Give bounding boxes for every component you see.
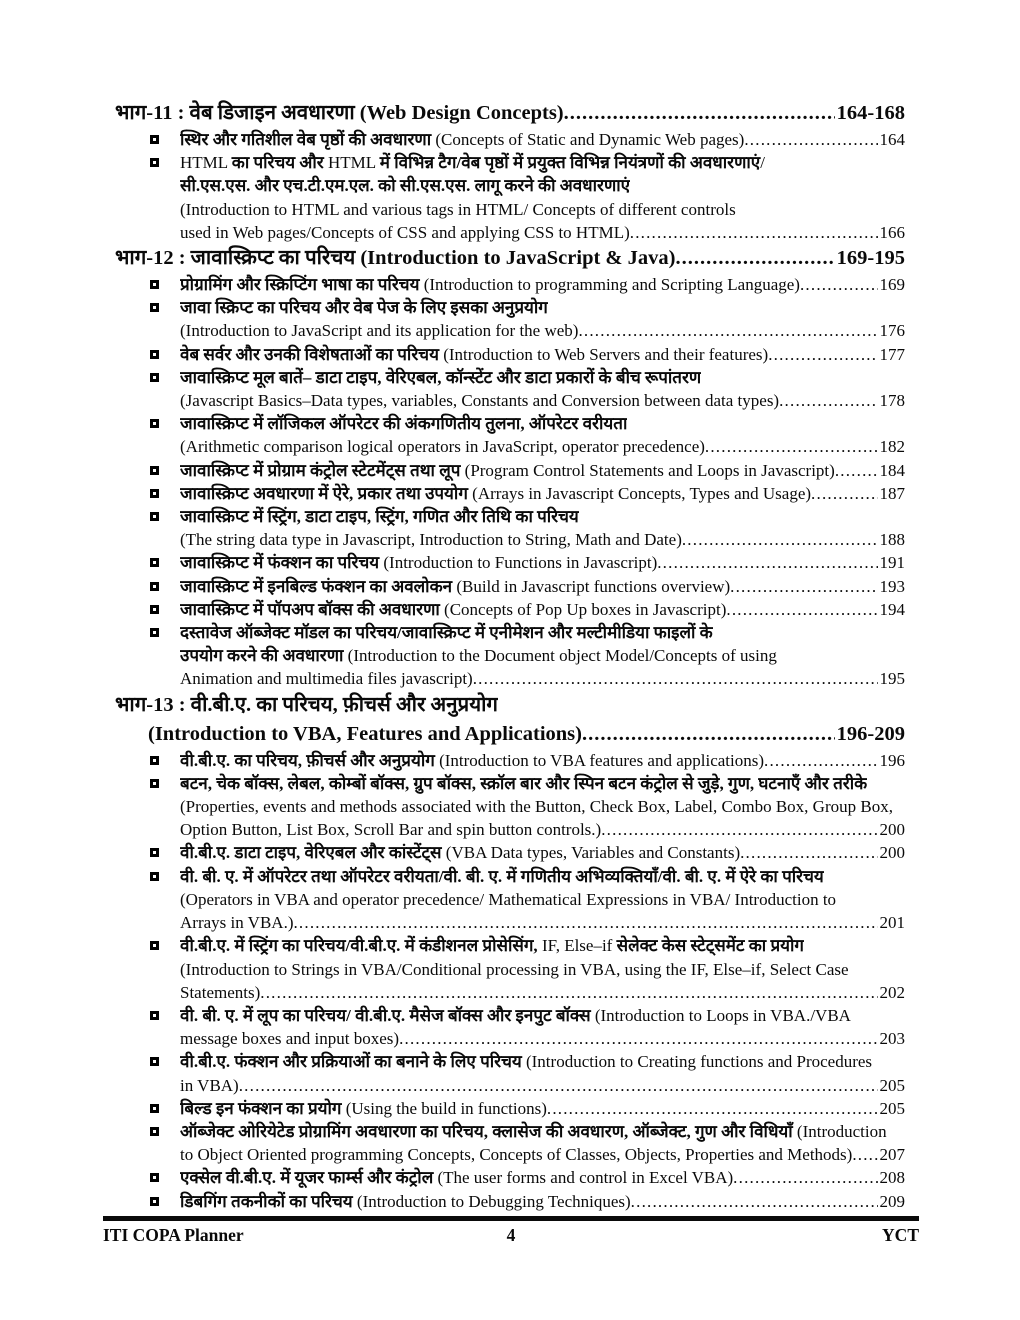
toc-item (115, 1050, 905, 1073)
square-bullet-icon (150, 489, 159, 498)
toc-item (115, 1097, 905, 1120)
page-number: 176 (879, 321, 905, 341)
page-number: 164 (879, 130, 905, 149)
page-number: 201 (879, 913, 905, 933)
square-bullet-icon (150, 280, 159, 289)
square-bullet-icon (150, 872, 159, 881)
dot-leader (582, 720, 835, 749)
square-bullet-icon (150, 135, 159, 144)
dot-leader (768, 343, 877, 366)
dot-leader (811, 482, 877, 505)
square-bullet-icon (150, 605, 159, 614)
entry-text: (Introduction to HTML and various tags in HTML/ Concepts of different controls (180, 199, 736, 219)
page-number: 196-209 (836, 722, 905, 745)
entry-text: स्थिर और गतिशील वेब पृष्ठों की अवधारणा (Concepts of Static and Dynamic Web pages) (180, 130, 745, 149)
entry-text: (Properties, events and methods associated with the Button, Check Box, Label, Combo Box, Group Box, (180, 797, 893, 817)
toc-item (115, 412, 905, 435)
entry-text: वी.बी.ए. फंक्शन और प्रक्रियाओं का बनाने के लिए परिचय (Introduction to Creating functions and Procedures (180, 1052, 873, 1072)
toc-item-continuation (115, 435, 905, 458)
dot-leader (260, 981, 877, 1004)
dot-leader (800, 273, 878, 296)
dot-leader (835, 459, 878, 482)
entry-text: to Object Oriented programming Concepts, Concepts of Classes, Objects, Properties and Methods) (180, 1145, 853, 1165)
page-number: 177 (879, 344, 905, 364)
page-number: 187 (879, 483, 905, 503)
footer-rule (103, 1216, 919, 1221)
square-bullet-icon (150, 1104, 159, 1113)
page-number: 200 (879, 843, 905, 863)
entry-text: जावास्क्रिप्ट में लॉजिकल ऑपरेटर की अंकगणितीय तुलना, ऑपरेटर वरीयता (180, 414, 628, 434)
square-bullet-icon (150, 419, 159, 428)
square-bullet-icon (150, 1011, 159, 1020)
entry-text: सी.एस.एस. और एच.टी.एम.एल. को सी.एस.एस. लागू करने की अवधारणाएं (180, 176, 631, 196)
entry-text: (Introduction to JavaScript and its application for the web) (180, 321, 579, 341)
square-bullet-icon (150, 941, 159, 950)
toc-item (115, 366, 905, 389)
toc-item-continuation (115, 319, 905, 342)
toc-item (115, 865, 905, 888)
square-bullet-icon (150, 1173, 159, 1182)
dot-leader (578, 319, 877, 342)
toc-item-continuation (115, 198, 905, 221)
entry-text: Option Button, List Box, Scroll Bar and spin button controls.) (180, 820, 602, 840)
page-number: 203 (879, 1029, 905, 1049)
entry-text: वी.बी.ए. डाटा टाइप, वेरिएबल और कांस्टेंट्स (VBA Data types, Variables and Constants) (180, 843, 741, 863)
page-number: 191 (879, 553, 905, 573)
entry-text: in VBA) (180, 1075, 239, 1095)
square-bullet-icon (150, 628, 159, 637)
dot-leader (657, 551, 877, 574)
entry-text: वी.बी.ए. का परिचय, फ़ीचर्स और अनुप्रयोग (Introduction to VBA features and applications) (180, 750, 765, 770)
square-bullet-icon (150, 350, 159, 359)
footer-page-number: 4 (506, 1225, 516, 1245)
square-bullet-icon (150, 779, 159, 788)
dot-leader (601, 818, 877, 841)
page-number: 184 (879, 460, 905, 480)
dot-leader (779, 389, 877, 412)
entry-text: (Arithmetic comparison logical operators in JavaScript, operator precedence) (180, 437, 705, 457)
entry-text: भाग-13 : वी.बी.ए. का परिचय, फ़ीचर्स और अनुप्रयोग (115, 693, 498, 716)
page-number: 209 (879, 1191, 905, 1211)
entry-text: message boxes and input boxes) (180, 1029, 400, 1049)
toc-item (115, 1190, 905, 1213)
dot-leader (399, 1027, 877, 1050)
square-bullet-icon (150, 558, 159, 567)
entry-text: (The string data type in Javascript, Introduction to String, Math and Date) (180, 530, 682, 550)
toc-item-continuation (115, 818, 905, 841)
entry-text: भाग-12 : जावास्क्रिप्ट का परिचय (Introduction to JavaScript & Java) (115, 247, 676, 270)
square-bullet-icon (150, 373, 159, 382)
dot-leader (239, 1074, 878, 1097)
page-number: 194 (879, 599, 905, 619)
toc-item (115, 749, 905, 772)
entry-text: उपयोग करने की अवधारणा (Introduction to the Document object Model/Concepts of using (180, 646, 777, 666)
entry-text: बटन, चेक बॉक्स, लेबल, कोम्बों बॉक्स, ग्रुप बॉक्स, स्क्रॉल बार और स्पिन बटन कंट्रोल से जुड़े, गुण, घटनाएँ और तरीके (180, 773, 868, 793)
square-bullet-icon (150, 1197, 159, 1206)
toc-item (115, 1120, 905, 1143)
page-number: 164-168 (836, 102, 905, 124)
page-number: 178 (879, 391, 905, 411)
dot-leader (726, 598, 877, 621)
entry-text: Animation and multimedia files javascript) (180, 669, 473, 689)
dot-leader (740, 841, 877, 864)
entry-text: डिबगिंग तकनीकों का परिचय (Introduction to Debugging Techniques) (180, 1191, 631, 1211)
toc-item-continuation (115, 667, 905, 690)
toc-item-continuation (115, 911, 905, 934)
toc-item (115, 598, 905, 621)
dot-leader (730, 575, 877, 598)
square-bullet-icon (150, 158, 159, 167)
toc-item-continuation (115, 795, 905, 818)
page-number: 195 (879, 669, 905, 689)
dot-leader (764, 749, 877, 772)
entry-text: जावास्क्रिप्ट में इनबिल्ड फंक्शन का अवलोकन (Build in Javascript functions overview) (180, 576, 731, 596)
toc-item (115, 934, 905, 957)
entry-text: Arrays in VBA.) (180, 913, 294, 933)
dot-leader (630, 221, 878, 244)
toc-item-continuation (115, 888, 905, 911)
page-number: 207 (879, 1145, 905, 1165)
chapter-heading (115, 244, 905, 273)
page-number: 208 (879, 1168, 905, 1188)
square-bullet-icon (150, 512, 159, 521)
toc-item (115, 772, 905, 795)
entry-text: (Javascript Basics–Data types, variables, Constants and Conversion between data types) (180, 391, 780, 411)
entry-text: वी. बी. ए. में ऑपरेटर तथा ऑपरेटर वरीयता/वी. बी. ए. में गणितीय अभिव्यक्तियाँ/वी. बी. ए. में ऐरे का परिचय (180, 866, 824, 886)
toc-item (115, 459, 905, 482)
page-number: 193 (879, 576, 905, 596)
entry-text: Statements) (180, 982, 261, 1002)
dot-leader (631, 1190, 878, 1213)
page-number: 202 (879, 982, 905, 1002)
square-bullet-icon (150, 1127, 159, 1136)
page-number: 205 (879, 1075, 905, 1095)
toc-item (115, 482, 905, 505)
footer (103, 1225, 919, 1246)
toc-item (115, 273, 905, 296)
toc-item (115, 505, 905, 528)
entry-text: (Introduction to VBA, Features and Applications) (148, 722, 582, 745)
entry-text: वी.बी.ए. में स्ट्रिंग का परिचय/वी.बी.ए. में कंडीशनल प्रोसेसिंग, IF, Else–if सेलेक्ट केस स्टेट्समेंट का प्रयोग (180, 936, 804, 956)
toc-item (115, 343, 905, 366)
square-bullet-icon (150, 303, 159, 312)
toc-item-continuation (115, 528, 905, 551)
entry-text: प्रोग्रामिंग और स्क्रिप्टिंग भाषा का परिचय (Introduction to programming and Scripting Language) (180, 275, 800, 295)
entry-text: जावास्क्रिप्ट में स्ट्रिंग, डाटा टाइप, स्ट्रिंग, गणित और तिथि का परिचय (180, 507, 579, 527)
page-number: 182 (879, 437, 905, 457)
toc-item-continuation (115, 644, 905, 667)
toc-item-continuation (115, 1074, 905, 1097)
page-number: 200 (879, 820, 905, 840)
page-number: 188 (879, 530, 905, 550)
page-number: 196 (879, 750, 905, 770)
entry-text: जावास्क्रिप्ट में प्रोग्राम कंट्रोल स्टेटमेंट्स तथा लूप (Program Control Statements and Loops in Javascript) (180, 460, 835, 480)
chapter-heading (115, 691, 905, 720)
chapter-heading (115, 99, 905, 128)
entry-text: (Operators in VBA and operator precedence/ Mathematical Expressions in VBA/ Introduction to (180, 889, 837, 909)
page-number: 166 (879, 222, 905, 242)
toc-item-continuation (115, 1143, 905, 1166)
toc-item-continuation (115, 221, 905, 244)
entry-text: (Introduction to Strings in VBA/Conditional processing in VBA, using the IF, Else–if, Select Case (180, 959, 849, 979)
entry-text: जावास्क्रिप्ट में फंक्शन का परिचय (Introduction to Functions in Javascript) (180, 553, 658, 573)
page-number: 169-195 (836, 247, 905, 270)
entry-text: बिल्ड इन फंक्शन का प्रयोग (Using the build in functions) (180, 1098, 547, 1118)
entry-text: जावास्क्रिप्ट में पॉपअप बॉक्स की अवधारणा (Concepts of Pop Up boxes in Javascript) (180, 599, 727, 619)
toc-item (115, 1166, 905, 1189)
page-number: 205 (879, 1098, 905, 1118)
toc-item-continuation (115, 981, 905, 1004)
square-bullet-icon (150, 848, 159, 857)
entry-text: used in Web pages/Concepts of CSS and applying CSS to HTML) (180, 222, 630, 242)
toc-item (115, 621, 905, 644)
entry-text: वेब सर्वर और उनकी विशेषताओं का परिचय (Introduction to Web Servers and their features) (180, 344, 769, 364)
dot-leader (682, 528, 878, 551)
toc-item (115, 296, 905, 319)
toc-item (115, 1004, 905, 1027)
toc-item-continuation (115, 389, 905, 412)
dot-leader (744, 128, 877, 151)
dot-leader (705, 435, 878, 458)
toc-item (115, 128, 905, 151)
toc-item-continuation (115, 174, 905, 197)
entry-text: जावास्क्रिप्ट अवधारणा में ऐरे, प्रकार तथा उपयोग (Arrays in Javascript Concepts, Types and Usage) (180, 483, 812, 503)
toc-item (115, 551, 905, 574)
entry-text: जावा स्क्रिप्ट का परिचय और वेब पेज के लिए इसका अनुप्रयोग (180, 298, 548, 318)
entry-text: HTML का परिचय और HTML में विभिन्न टैग/वेब पृष्ठों में प्रयुक्त विभिन्न नियंत्रणों की अवधारणाएं/ (180, 153, 765, 173)
entry-text: एक्सेल वी.बी.ए. में यूजर फार्म्स और कंट्रोल (The user forms and control in Excel VBA) (180, 1168, 734, 1188)
entry-text: दस्तावेज ऑब्जेक्ट मॉडल का परिचय/जावास्क्रिप्ट में एनीमेशन और मल्टीमीडिया फाइलों के (180, 623, 713, 643)
dot-leader (675, 244, 834, 273)
entry-text: ऑब्जेक्ट ओरियेटेड प्रोग्रामिंग अवधारणा का परिचय, क्लासेज की अवधारण, ऑब्जेक्ट, गुण और विधियाँ (Introduction (180, 1121, 887, 1141)
dot-leader (293, 911, 877, 934)
entry-text: भाग-11 : वेब डिजाइन अवधारणा (Web Design Concepts) (115, 102, 564, 124)
toc-item (115, 575, 905, 598)
square-bullet-icon (150, 1057, 159, 1066)
dot-leader (733, 1166, 877, 1189)
footer-publisher: YCT (882, 1225, 919, 1245)
chapter-heading (115, 720, 905, 749)
toc-item-continuation (115, 958, 905, 981)
dot-leader (564, 99, 835, 128)
dot-leader (547, 1097, 878, 1120)
square-bullet-icon (150, 466, 159, 475)
toc (115, 99, 905, 1213)
dot-leader (473, 667, 878, 690)
entry-text: जावास्क्रिप्ट मूल बातें– डाटा टाइप, वेरिएबल, कॉन्स्टेंट और डाटा प्रकारों के बीच रूपांतरण (180, 367, 702, 387)
entry-text: वी. बी. ए. में लूप का परिचय/ वी.बी.ए. मैसेज बॉक्स और इनपुट बॉक्स (Introduction to Loops in VBA./VBA (180, 1005, 851, 1025)
toc-item (115, 841, 905, 864)
toc-item-continuation (115, 1027, 905, 1050)
page-number: 169 (879, 275, 905, 295)
dot-leader (852, 1143, 877, 1166)
footer-book-title: ITI COPA Planner (103, 1225, 244, 1245)
toc-item (115, 151, 905, 174)
square-bullet-icon (150, 756, 159, 765)
square-bullet-icon (150, 582, 159, 591)
